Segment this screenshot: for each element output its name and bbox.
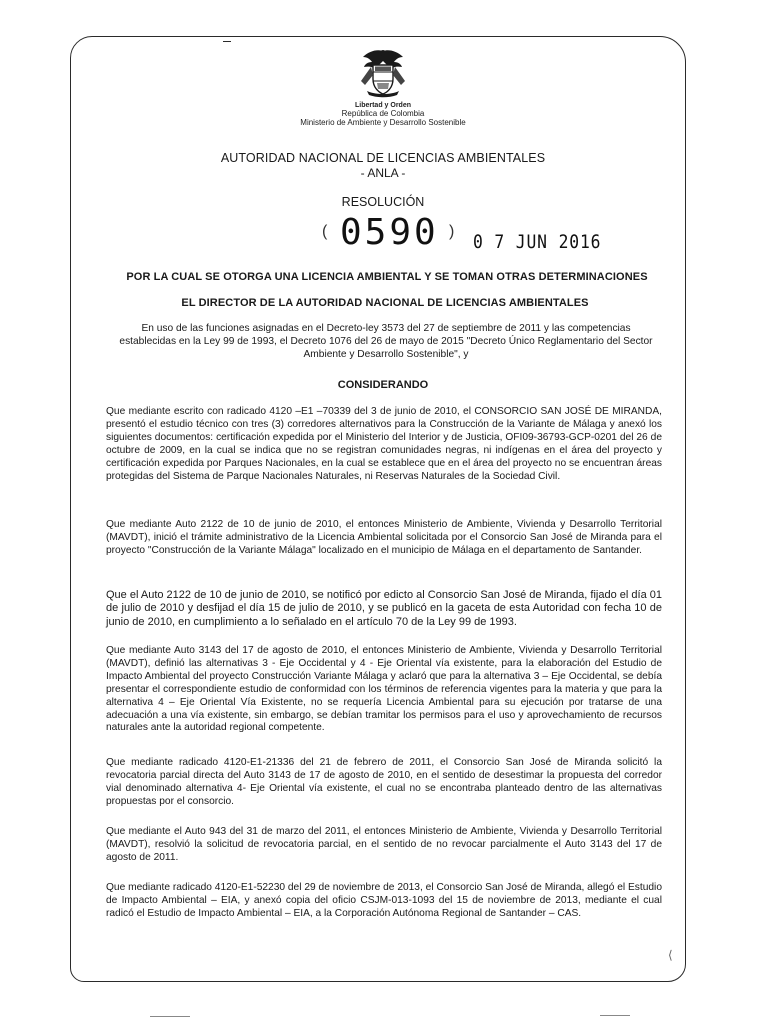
intro-paragraph: En uso de las funciones asignadas en el Decreto-ley 3573 del 27 de septiembre de 2011 y las competencias establecidas en la Ley 99 de 1993, el Decreto 1076 del 26 de mayo de 2015 "Decreto Único Reglamentario del Sector Ambiente y Desarrollo Sostenible", y — [119, 323, 653, 360]
considering-paragraph: Que mediante Auto 2122 de 10 de junio de 2010, el entonces Ministerio de Ambiente, Vivienda y Desarrollo Territorial (MAVDT), inició el trámite administrativo de la Licencia Ambiental solicitada por el Consorcio San José de Miranda para el proyecto "Construcción de la Variante Málaga" localizado en el municipio de Málaga en el departamento de Santander. — [106, 519, 662, 556]
resolution-number: 0590 — [340, 212, 439, 253]
letterhead-motto: Libertad y Orden — [354, 102, 411, 109]
letterhead-republic: República de Colombia — [341, 109, 425, 118]
scan-edge-mark — [600, 1015, 630, 1018]
scan-edge-mark — [150, 1016, 190, 1019]
considering-paragraph: Que mediante radicado 4120-E1-52230 del 29 de noviembre de 2013, el Consorcio San José de Miranda, allegó el Estudio de Impacto Ambiental – EIA, y anexó copia del oficio CSJM-013-1093 del 15 de noviembre de 2013, mediante el cual radicó el Estudio de Impacto Ambiental – EIA, a la Corporación Autónoma Regional de Santander – CAS. — [106, 882, 662, 919]
considering-paragraph: Que mediante Auto 3143 del 17 de agosto de 2010, el entonces Ministerio de Ambiente, Vivienda y Desarrollo Territorial (MAVDT), definió las alternativas 3 - Eje Occidental y 4 - Eje Oriental vía existente, para la elaboración del Estudio de Impacto Ambiental del proyecto Construcción Variante Málaga y aclaró que para la alternativa 3 – Eje Occidental, se debía presentar el correspondiente estudio de conformidad con los términos de referencia vigentes para la materia y que para la alternativa 4 – Eje Oriental Vía Existente, no se requería Licencia Ambiental para su ejecución por tratarse de una adecuación a una vía existente, sin embargo, se debían tramitar los permisos para el uso y aprovechamiento de recursos naturales ante la autoridad regional competente. — [106, 645, 662, 734]
resolution-paren-open: ( — [322, 223, 328, 240]
considering-paragraph: Que mediante el Auto 943 del 31 de marzo del 2011, el entonces Ministerio de Ambiente, Vivienda y Desarrollo Territorial (MAVDT), resolvió la solicitud de revocatoria parcial, en el sentido de no revocar parcialmente el Auto 3143 del 17 de agosto de 2011. — [106, 826, 662, 863]
letterhead-ministry: Ministerio de Ambiente y Desarrollo Sostenible — [300, 118, 466, 127]
coat-of-arms-emblem — [355, 47, 411, 99]
considering-heading: CONSIDERANDO — [337, 379, 429, 391]
authority-name: AUTORIDAD NACIONAL DE LICENCIAS AMBIENTALES — [220, 151, 546, 165]
border-notch — [223, 37, 231, 42]
director-heading: EL DIRECTOR DE LA AUTORIDAD NACIONAL DE LICENCIAS AMBIENTALES — [181, 297, 589, 309]
resolution-date-stamp: 0 7 JUN 2016 — [473, 231, 602, 253]
considering-paragraph: Que mediante radicado 4120-E1-21336 del 21 de febrero de 2011, el Consorcio San José de Miranda solicitó la revocatoria parcial directa del Auto 3143 de 17 de agosto de 2010, en el sentido de desestimar la propuesta del corredor vial denominado alternativa 4- Eje Oriental vía existente, el cual no se encontraba planteado dentro de las alternativas propuestas por el consorcio. — [106, 757, 662, 807]
authority-acronym: - ANLA - — [360, 166, 406, 180]
margin-mark: ⟨ — [668, 948, 673, 962]
considering-paragraph: Que mediante escrito con radicado 4120 –E1 –70339 del 3 de junio de 2010, el CONSORCIO SAN JOSÉ DE MIRANDA, presentó el estudio técnico con tres (3) corredores alternativos para la Construcción de la Variante de Málaga y anexó los siguientes documentos: certificación expedida por el Ministerio del Interior y de Justicia, OFI09-36793-GCP-0201 del 26 de octubre de 2009, en la cual se indica que no se registran comunidades negras, ni indígenas en el área del proyecto y certificación expedida por Parques Nacionales, en la cual se establece que en el área del proyecto no se encuentran áreas protegidas del Sistema de Parque Nacionales Naturales, ni Reservas Naturales de la Sociedad Civil. — [106, 406, 662, 482]
resolution-label: RESOLUCIÓN — [341, 195, 425, 209]
resolution-purpose-heading: POR LA CUAL SE OTORGA UNA LICENCIA AMBIENTAL Y SE TOMAN OTRAS DETERMINACIONES — [126, 271, 648, 283]
considering-paragraph: Que el Auto 2122 de 10 de junio de 2010, se notificó por edicto al Consorcio San José de Miranda, fijado el día 01 de julio de 2010 y desfijad el día 15 de julio de 2010, y se publicó en la gaceta de esta Autoridad con fecha 10 de junio de 2010, en cumplimiento a lo señalado en el artículo 70 de la Ley 99 de 1993. — [106, 589, 662, 628]
resolution-paren-close: ) — [449, 223, 455, 240]
